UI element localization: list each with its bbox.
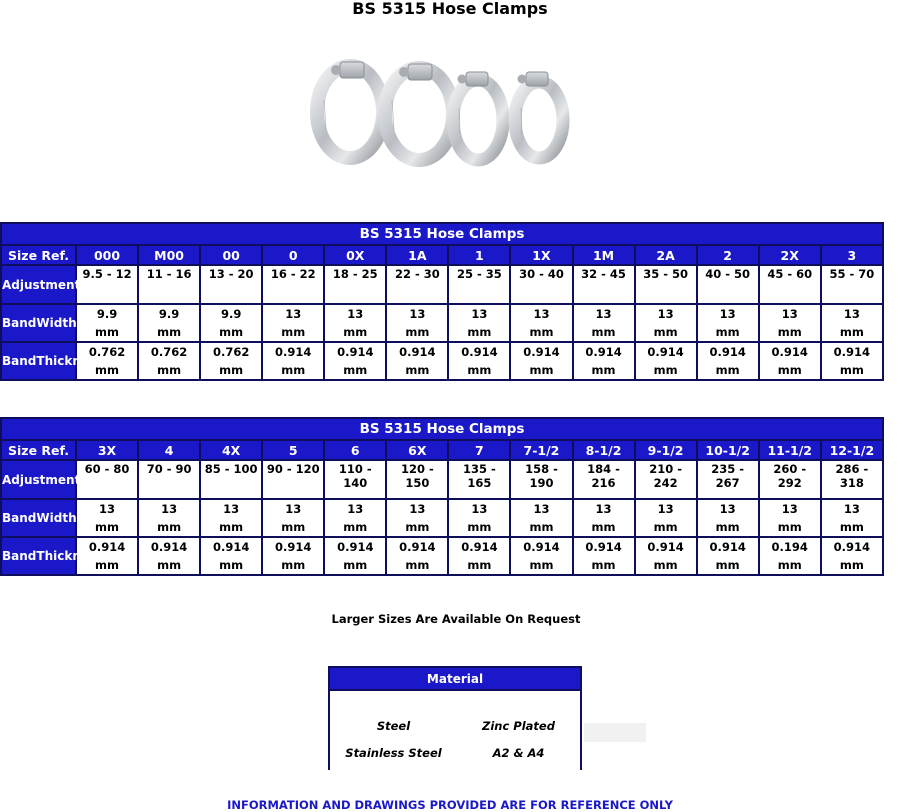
hose-clamps-photo [312, 60, 584, 172]
band-thickness-cell [324, 537, 386, 575]
adjustment-cell: 184 - 216 [573, 460, 635, 499]
size-ref-cell: 4X [200, 440, 262, 460]
cell-value: 0.762 [150, 345, 188, 359]
cell-value: 13 [347, 502, 364, 516]
band-thickness-row [1, 537, 883, 575]
material-row [329, 745, 581, 770]
cell-unit: mm [281, 558, 306, 572]
cell-unit: mm [95, 325, 120, 339]
band-width-cell [138, 499, 200, 537]
cell-value: 13 [843, 307, 860, 321]
cell-unit: mm [157, 325, 182, 339]
band-thickness-cell [697, 537, 759, 575]
band-width-cell [386, 499, 448, 537]
band-thickness-cell [510, 537, 572, 575]
band-thickness-cell [821, 537, 883, 575]
band-thickness-label [1, 537, 104, 575]
size-ref-label: Size Ref. [1, 245, 76, 265]
cell-value: 13 [533, 307, 550, 321]
adjustment-cell: 70 - 90 [138, 460, 200, 499]
cell-value: 13 [595, 502, 612, 516]
adjustment-cell: 55 - 70 [821, 265, 883, 304]
cell-value: 0.914 [399, 540, 436, 554]
cell-value: 0.914 [337, 540, 374, 554]
cell-unit: mm [715, 325, 740, 339]
size-ref-cell: 1X [510, 245, 572, 265]
label-line: Adjustment [2, 277, 81, 292]
band-width-cell [386, 304, 448, 342]
adjustment-cell: 210 - 242 [635, 460, 697, 499]
cell-value: 0.914 [833, 540, 871, 554]
cell-value: 9.9 [158, 307, 180, 321]
cell-value: 13 [347, 307, 364, 321]
band-thickness-cell [510, 342, 572, 380]
material-row [329, 690, 581, 745]
adjustment-cell: 235 - 267 [697, 460, 759, 499]
band-width-cell [324, 304, 386, 342]
size-ref-cell: 2X [759, 245, 821, 265]
band-width-cell [635, 304, 697, 342]
cell-unit: mm [95, 363, 120, 377]
adjustment-cell: 85 - 100 [200, 460, 262, 499]
band-width-cell [76, 499, 138, 537]
cell-unit: mm [281, 363, 306, 377]
size-ref-cell: 2A [635, 245, 697, 265]
size-ref-cell: 6 [324, 440, 386, 460]
cell-value: 0.762 [212, 345, 250, 359]
adjustment-label [1, 265, 106, 304]
material-finish: Zinc Plated [482, 718, 555, 733]
cell-unit: mm [653, 363, 678, 377]
band-thickness-cell [759, 342, 821, 380]
band-thickness-cell [573, 537, 635, 575]
band-width-cell [262, 304, 324, 342]
cell-unit: mm [157, 363, 182, 377]
cell-value: 0.914 [647, 540, 684, 554]
cell-value: 0.914 [461, 540, 498, 554]
cell-unit: mm [839, 520, 864, 534]
label-line: Adjustment [2, 472, 81, 487]
size-ref-cell: 3 [821, 245, 883, 265]
band-width-label [1, 304, 76, 342]
disclaimer: INFORMATION AND DRAWINGS PROVIDED ARE FOR REFERENCE ONLY [227, 798, 673, 812]
cell-value: 0.914 [88, 540, 126, 554]
page-title: BS 5315 Hose Clamps [352, 0, 548, 18]
adjustment-cell: 18 - 25 [324, 265, 386, 304]
size-ref-cell: 1A [386, 245, 448, 265]
size-ref-cell: 7 [448, 440, 510, 460]
band-thickness-cell [262, 537, 324, 575]
cell-value: 0.762 [88, 345, 126, 359]
cell-unit: mm [467, 325, 492, 339]
cell-unit: mm [839, 558, 864, 572]
band-width-cell [76, 304, 138, 342]
adjustment-cell: 25 - 35 [448, 265, 510, 304]
band-width-cell [138, 304, 200, 342]
band-width-cell [448, 304, 510, 342]
cell-value: 0.914 [585, 345, 622, 359]
adjustment-cell: 16 - 22 [262, 265, 324, 304]
cell-value: 0.914 [461, 345, 498, 359]
size-ref-cell: 5 [262, 440, 324, 460]
adjustment-cell: 135 - 165 [448, 460, 510, 499]
band-width-cell [262, 499, 324, 537]
cell-unit: mm [219, 558, 244, 572]
cell-value: 9.9 [220, 307, 242, 321]
cell-unit: mm [777, 558, 802, 572]
size-ref-cell: 8-1/2 [573, 440, 635, 460]
cell-unit: mm [281, 520, 306, 534]
cell-unit: mm [95, 558, 120, 572]
adjustment-cell: 11 - 16 [138, 265, 200, 304]
label-line: mm [80, 277, 106, 292]
band-thickness-cell [138, 537, 200, 575]
size-ref-cell: 11-1/2 [759, 440, 821, 460]
cell-unit: mm [839, 325, 864, 339]
adjustment-cell: 32 - 45 [573, 265, 635, 304]
cell-unit: mm [529, 363, 554, 377]
size-ref-cell: 1 [448, 245, 510, 265]
sizes-table-1 [0, 222, 884, 381]
blank-cell [584, 723, 646, 742]
cell-value: 13 [657, 307, 674, 321]
cell-value: 13 [223, 502, 240, 516]
sizes-table-2 [0, 417, 884, 576]
band-thickness-cell [448, 537, 510, 575]
label-line: Width [36, 511, 77, 525]
size-ref-row [1, 440, 883, 460]
table-caption: BS 5315 Hose Clamps [1, 418, 883, 440]
size-ref-cell: 0X [324, 245, 386, 265]
cell-unit: mm [529, 325, 554, 339]
band-width-cell [448, 499, 510, 537]
material-table [328, 666, 582, 770]
band-width-cell [697, 304, 759, 342]
cell-unit: mm [653, 325, 678, 339]
cell-value: 13 [533, 502, 550, 516]
material-finish: A2 & A4 [492, 746, 545, 760]
cell-value: 0.914 [647, 345, 684, 359]
cell-value: 0.914 [337, 345, 374, 359]
label-line: Thickness [36, 354, 104, 368]
band-thickness-cell [759, 537, 821, 575]
band-width-cell [821, 499, 883, 537]
cell-value: 13 [471, 307, 488, 321]
cell-value: 0.914 [275, 345, 312, 359]
band-width-cell [759, 499, 821, 537]
band-thickness-row [1, 342, 883, 380]
size-ref-cell: 12-1/2 [821, 440, 883, 460]
cell-unit: mm [777, 325, 802, 339]
cell-unit: mm [343, 363, 368, 377]
cell-value: 0.914 [150, 540, 188, 554]
band-thickness-label [1, 342, 104, 380]
cell-value: 13 [161, 502, 178, 516]
cell-value: 13 [657, 502, 674, 516]
cell-value: 0.914 [399, 345, 436, 359]
cell-unit: mm [281, 325, 306, 339]
cell-unit: mm [715, 520, 740, 534]
cell-unit: mm [591, 558, 616, 572]
band-width-cell [510, 304, 572, 342]
size-ref-cell: 1M [573, 245, 635, 265]
cell-unit: mm [591, 520, 616, 534]
cell-value: 0.914 [709, 345, 746, 359]
adjustment-cell: 40 - 50 [697, 265, 759, 304]
cell-unit: mm [467, 363, 492, 377]
size-ref-cell: M00 [138, 245, 200, 265]
adjustment-cell: 60 - 80 [76, 460, 138, 499]
size-ref-cell: 0 [262, 245, 324, 265]
band-thickness-cell [324, 342, 386, 380]
adjustment-cell: 22 - 30 [386, 265, 448, 304]
adjustment-cell: 35 - 50 [635, 265, 697, 304]
cell-value: 13 [409, 307, 426, 321]
size-ref-cell: 2 [697, 245, 759, 265]
band-thickness-cell [386, 537, 448, 575]
cell-unit: mm [777, 520, 802, 534]
cell-unit: mm [219, 363, 244, 377]
band-width-row [1, 304, 883, 342]
size-ref-cell: 9-1/2 [635, 440, 697, 460]
band-width-cell [200, 304, 262, 342]
cell-value: 13 [719, 502, 736, 516]
material-name: Stainless Steel [345, 746, 442, 760]
size-ref-cell: 6X [386, 440, 448, 460]
cell-unit: mm [157, 558, 182, 572]
cell-unit: mm [343, 558, 368, 572]
label-line: Band [2, 549, 37, 563]
label-line: mm [80, 472, 106, 487]
band-width-label [1, 499, 76, 537]
size-ref-cell: 3X [76, 440, 138, 460]
cell-unit: mm [405, 558, 430, 572]
cell-value: 13 [781, 307, 798, 321]
size-ref-cell: 10-1/2 [697, 440, 759, 460]
cell-unit: mm [777, 363, 802, 377]
band-width-cell [573, 304, 635, 342]
cell-unit: mm [653, 558, 678, 572]
band-thickness-cell [635, 537, 697, 575]
adjustment-cell: 158 - 190 [510, 460, 572, 499]
cell-value: 13 [285, 502, 302, 516]
adjustment-label [1, 460, 106, 499]
material-name: Steel [376, 718, 411, 733]
cell-unit: mm [405, 325, 430, 339]
cell-value: 0.914 [771, 345, 808, 359]
cell-unit: mm [529, 520, 554, 534]
cell-unit: mm [405, 520, 430, 534]
cell-value: 13 [409, 502, 426, 516]
cell-unit: mm [839, 363, 864, 377]
size-ref-cell: 00 [200, 245, 262, 265]
adjustment-cell: 110 - 140 [324, 460, 386, 499]
cell-value: 0.194 [771, 540, 808, 554]
cell-value: 0.914 [523, 345, 560, 359]
band-width-cell [573, 499, 635, 537]
cell-value: 13 [781, 502, 798, 516]
cell-value: 0.914 [212, 540, 250, 554]
band-width-cell [759, 304, 821, 342]
adjustment-cell: 90 - 120 [262, 460, 324, 499]
size-ref-cell: 4 [138, 440, 200, 460]
size-ref-label: Size Ref. [1, 440, 76, 460]
cell-value: 0.914 [833, 345, 871, 359]
larger-sizes-note: Larger Sizes Are Available On Request [331, 612, 581, 626]
cell-value: 9.9 [96, 307, 118, 321]
cell-unit: mm [219, 325, 244, 339]
band-width-cell [324, 499, 386, 537]
band-width-cell [635, 499, 697, 537]
cell-value: 0.914 [523, 540, 560, 554]
cell-unit: mm [715, 558, 740, 572]
adjustment-cell: 286 - 318 [821, 460, 883, 499]
band-thickness-cell [262, 342, 324, 380]
label-line: Thickness [36, 549, 104, 563]
band-width-row [1, 499, 883, 537]
cell-unit: mm [653, 520, 678, 534]
cell-unit: mm [591, 325, 616, 339]
band-width-cell [200, 499, 262, 537]
label-line: Band [2, 354, 37, 368]
adjustment-cell: 13 - 20 [200, 265, 262, 304]
cell-value: 0.914 [275, 540, 312, 554]
band-thickness-cell [821, 342, 883, 380]
cell-value: 13 [719, 307, 736, 321]
cell-unit: mm [95, 520, 120, 534]
cell-value: 13 [285, 307, 302, 321]
cell-value: 13 [471, 502, 488, 516]
table-caption: BS 5315 Hose Clamps [1, 223, 883, 245]
size-ref-row [1, 245, 883, 265]
cell-value: 0.914 [585, 540, 622, 554]
band-thickness-cell [635, 342, 697, 380]
cell-value: 13 [843, 502, 860, 516]
cell-unit: mm [529, 558, 554, 572]
band-thickness-cell [697, 342, 759, 380]
cell-value: 13 [99, 502, 116, 516]
cell-unit: mm [467, 520, 492, 534]
label-line: Width [36, 316, 77, 330]
band-thickness-cell [200, 342, 262, 380]
cell-unit: mm [343, 325, 368, 339]
band-thickness-cell [573, 342, 635, 380]
adjustment-cell: 120 - 150 [386, 460, 448, 499]
band-thickness-cell [386, 342, 448, 380]
adjustment-row [1, 460, 883, 499]
label-line: Band [2, 511, 37, 525]
cell-unit: mm [715, 363, 740, 377]
adjustment-cell: 45 - 60 [759, 265, 821, 304]
band-width-cell [510, 499, 572, 537]
cell-unit: mm [405, 363, 430, 377]
cell-value: 13 [595, 307, 612, 321]
band-thickness-cell [138, 342, 200, 380]
cell-value: 0.914 [709, 540, 746, 554]
size-ref-cell: 000 [76, 245, 138, 265]
label-line: Band [2, 316, 37, 330]
cell-unit: mm [219, 520, 244, 534]
adjustment-cell: 9.5 - 12 [76, 265, 138, 304]
band-thickness-cell [200, 537, 262, 575]
cell-unit: mm [467, 558, 492, 572]
band-width-cell [821, 304, 883, 342]
cell-unit: mm [157, 520, 182, 534]
adjustment-cell: 30 - 40 [510, 265, 572, 304]
band-width-cell [697, 499, 759, 537]
cell-unit: mm [591, 363, 616, 377]
band-thickness-cell [448, 342, 510, 380]
adjustment-row [1, 265, 883, 304]
size-ref-cell: 7-1/2 [510, 440, 572, 460]
material-header: Material [329, 667, 581, 690]
cell-unit: mm [343, 520, 368, 534]
adjustment-cell: 260 - 292 [759, 460, 821, 499]
